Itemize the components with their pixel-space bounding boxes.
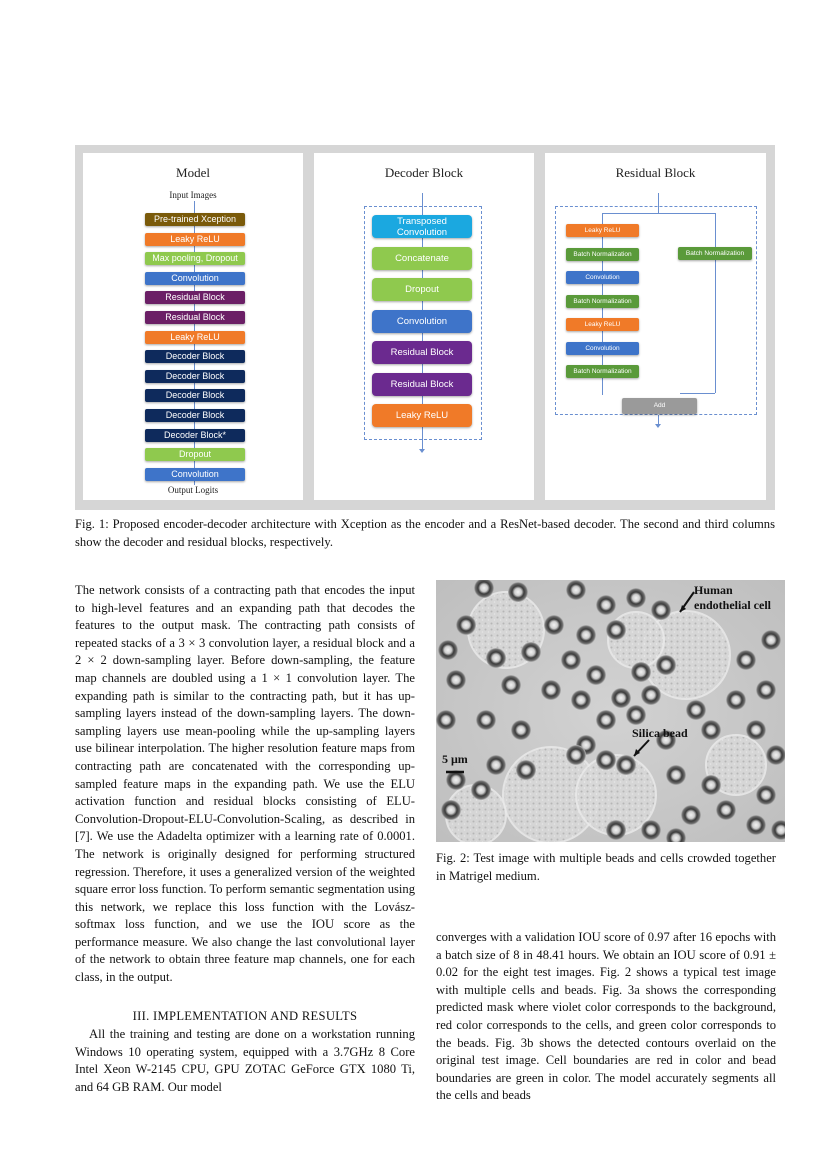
residual-panel [545, 153, 766, 500]
bead-shape [566, 580, 586, 600]
residual-block: Leaky ReLU [566, 318, 639, 331]
model-title: Model [176, 165, 210, 180]
decoder-block [372, 215, 472, 238]
scale-bar-label: 5 μm [442, 752, 468, 766]
figure-1-caption: Fig. 1: Proposed encoder-decoder architecture with Xception as the encoder and a ResNet-based decoder. The second and third columns show the decoder and residual blocks, respectively. [75, 517, 775, 549]
bead-shape [501, 675, 521, 695]
bead-shape [486, 755, 506, 775]
left-paragraph-2: All the training and testing are done on a workstation running Windows 10 operating system, equipped with a 3.7GHz 8 Core Intel Xeon W-2145 CPU, GPU ZOTAC GeForce GTX 1080 Ti, and 64 GB RAM. Our model [75, 1027, 415, 1094]
model-block: Leaky ReLU [145, 331, 245, 344]
residual-block: Batch Normalization [566, 248, 639, 261]
model-panel [83, 153, 303, 500]
bead-shape [656, 655, 676, 675]
decoder-block: Residual Block [372, 341, 472, 364]
bead-shape [441, 800, 461, 820]
model-block: Residual Block [145, 291, 245, 304]
bead-shape [611, 688, 631, 708]
bead-shape [626, 588, 646, 608]
bead-shape [701, 720, 721, 740]
bead-shape [641, 820, 661, 840]
right-column-paragraph: converges with a validation IOU score of 0.97 after 16 epochs with a batch size of 8 in 48.41 hours. We obtain an IOU score of 0.91 ± 0.02 for the eight test images. Fig. 2 shows a typical test image with multiple cells and beads. Fig. 3a shows the corresponding predicted mask where violet color corresponds to the background, red color corresponds to the cells, and green color corresponds to the beads. Fig. 3b shows the detected contours overlaid on the original test image. Cell boundaries are red in color and bead boundaries are green in color. The model accurately segments all the cells and beads [436, 930, 776, 1103]
figure-1 [75, 145, 775, 510]
left-paragraph-1: The network consists of a contracting path that encodes the input to high-level features and an expanding path that decodes the features to the output mask. The contracting path consists of repeated stacks of a 3 × 3 convolution layer, a residual block and a 2 × 2 down-sampling layer. Before down-sampling, the feature map channels are doubled using a 1 × 1 convolution layer. The expanding path is similar to the contracting path, but it has up-sampling layers instead of the down-sampling layers. The down-sampling layers use mean-pooling while the up-sampling layers use bilinear interpolation. The higher resolution feature maps from contracting path are concatenated with the corresponding up-sampled feature maps in the expanding path. We use the ELU activation function and residual blocks consisting of ELU-Convolution-Dropout-ELU-Convolution-Scaling, as described in [7]. We use the Adadelta optimizer with a learning rate of 0.0001. The network is originally designed for performing structured regression. Therefore, it uses a generalized version of the weighted square error loss function. To perform semantic segmentation using this network, we replace this loss function with the Lovász-softmax loss function, and we use the IOU score as the performance measure. We also change the last convolutional layer of the network to obtain three feature map channels, one for each class, in the output. [75, 583, 415, 985]
model-block: Convolution [145, 468, 245, 481]
section-heading: III. IMPLEMENTATION AND RESULTS [132, 1009, 358, 1023]
model-block: Decoder Block [145, 389, 245, 402]
bead-shape [756, 785, 776, 805]
label-bead: Silica bead [632, 726, 688, 740]
bead-shape [471, 780, 491, 800]
bead-shape [566, 745, 586, 765]
bead-shape [651, 600, 671, 620]
bead-shape [516, 760, 536, 780]
label-cell-line1: Human [694, 583, 733, 597]
decoder-block: Leaky ReLU [372, 404, 472, 427]
bead-shape [606, 620, 626, 640]
bead-shape [726, 690, 746, 710]
residual-skip-block: Batch Normalization [678, 247, 752, 260]
model-block: Decoder Block [145, 350, 245, 363]
decoder-block: Convolution [372, 310, 472, 333]
bead-shape [596, 595, 616, 615]
bead-shape [631, 662, 651, 682]
model-block: Pre-trained Xception [145, 213, 245, 226]
model-block: Residual Block [145, 311, 245, 324]
decoder-panel [314, 153, 534, 500]
bead-shape [561, 650, 581, 670]
bead-shape [681, 805, 701, 825]
model-block: Decoder Block* [145, 429, 245, 442]
residual-dashed-box [555, 206, 757, 415]
residual-add-block: Add [622, 398, 697, 414]
residual-title: Residual Block [615, 165, 696, 180]
figure-2-caption: Fig. 2: Test image with multiple beads and cells crowded together in Matrigel medium. [436, 851, 776, 883]
bead-shape [508, 582, 528, 602]
decoder-output-arrow [419, 449, 425, 453]
bead-shape [511, 720, 531, 740]
bead-shape [456, 615, 476, 635]
bead-shape [746, 815, 766, 835]
bead-shape [761, 630, 781, 650]
bead-shape [596, 710, 616, 730]
model-block: Decoder Block [145, 370, 245, 383]
residual-block: Leaky ReLU [566, 224, 639, 237]
bead-shape [586, 665, 606, 685]
decoder-title: Decoder Block [384, 165, 464, 180]
bead-shape [541, 680, 561, 700]
bead-shape [626, 705, 646, 725]
residual-block: Convolution [566, 342, 639, 355]
model-block: Max pooling, Dropout [145, 252, 245, 265]
bead-shape [736, 650, 756, 670]
bead-shape [486, 648, 506, 668]
figure-2-micrograph [436, 580, 785, 842]
bead-shape [756, 680, 776, 700]
model-block: Leaky ReLU [145, 233, 245, 246]
decoder-block: Residual Block [372, 373, 472, 396]
bead-shape [576, 625, 596, 645]
bead-shape [616, 755, 636, 775]
bead-shape [446, 670, 466, 690]
bead-shape [686, 700, 706, 720]
model-input-label: Input Images [169, 190, 217, 200]
bead-shape [571, 690, 591, 710]
residual-block: Batch Normalization [566, 365, 639, 378]
decoder-block: Concatenate [372, 247, 472, 270]
bead-shape [701, 775, 721, 795]
bead-shape [521, 642, 541, 662]
model-block: Convolution [145, 272, 245, 285]
bead-shape [476, 710, 496, 730]
decoder-block-line: Transposed [397, 216, 447, 227]
bead-shape [666, 765, 686, 785]
label-cell-line2: endothelial cell [694, 598, 771, 612]
residual-block: Batch Normalization [566, 295, 639, 308]
bead-shape [544, 615, 564, 635]
bead-shape [606, 820, 626, 840]
bead-shape [438, 640, 458, 660]
bead-shape [596, 750, 616, 770]
bead-shape [746, 720, 766, 740]
bead-shape [436, 710, 456, 730]
residual-skip-line [715, 213, 716, 393]
decoder-block-line: Convolution [396, 227, 448, 238]
micrograph-image [436, 580, 785, 842]
model-block: Decoder Block [145, 409, 245, 422]
model-block: Dropout [145, 448, 245, 461]
bead-shape [641, 685, 661, 705]
decoder-block: Dropout [372, 278, 472, 301]
residual-block: Convolution [566, 271, 639, 284]
left-column [75, 582, 415, 987]
model-output-label: Output Logits [83, 485, 303, 495]
bead-shape [716, 800, 736, 820]
